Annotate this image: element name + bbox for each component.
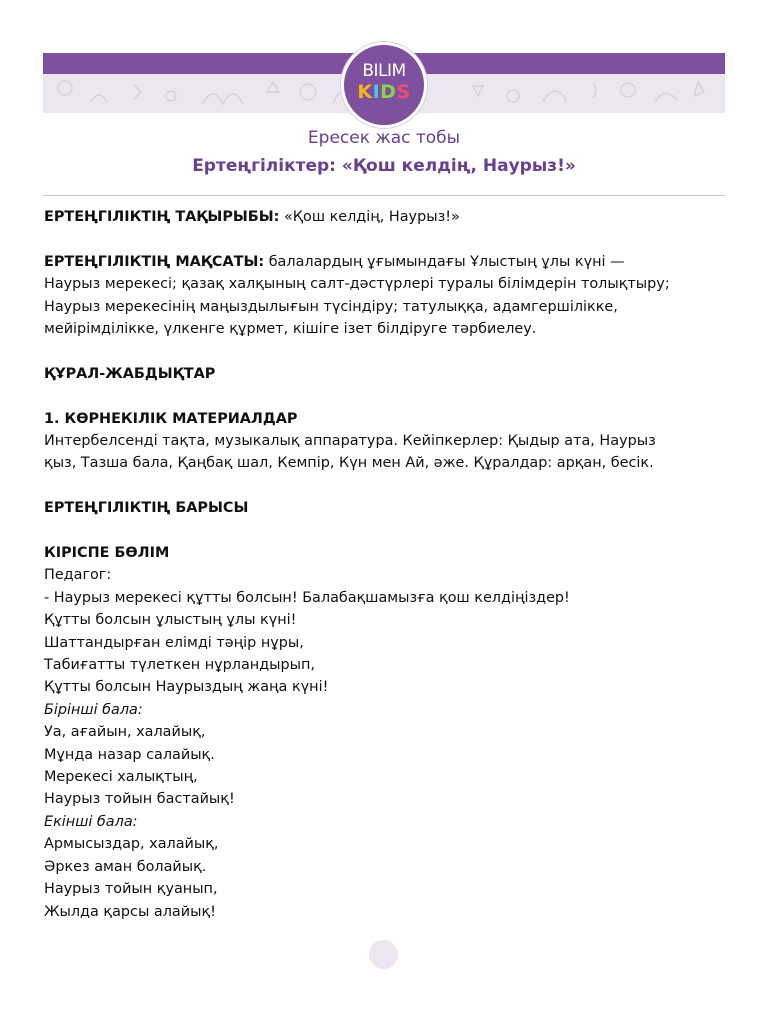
goal-line-1: балалардың ұғымындағы Ұлыстың ұлы күні — <box>268 253 625 270</box>
child1-line: Мерекесі халықтың, <box>44 769 198 786</box>
child2-line: Әркез аман болайық. <box>44 858 207 875</box>
visual-materials-line-2: қыз, Тазша бала, Қаңбақ шал, Кемпір, Күн мен Ай, әже. Құралдар: арқан, бесік. <box>44 455 654 472</box>
goal-label: ЕРТЕҢГІЛІКТІҢ МАҚСАТЫ: <box>44 253 265 270</box>
logo-bilim-text: BILIM <box>362 61 406 81</box>
visual-materials-heading: 1. КӨРНЕКІЛІК МАТЕРИАЛДАР <box>44 410 298 427</box>
topic-paragraph <box>44 206 734 228</box>
teacher-line: Құтты болсын Наурыздың жаңа күні! <box>44 679 329 696</box>
teacher-line: Шаттандырған елімді тәңір нұры, <box>44 634 304 651</box>
intro-heading: КІРІСПЕ БӨЛІМ <box>44 545 170 562</box>
document-body <box>44 206 734 923</box>
goal-line-3: Наурыз мерекесінің маңыздылығын түсіндіру; татулыққа, адамгершілікке, <box>44 298 618 315</box>
goal-paragraph <box>44 251 734 273</box>
teacher-label: Педагог: <box>44 567 112 584</box>
equipment-heading: ҚҰРАЛ-ЖАБДЫҚТАР <box>44 365 216 382</box>
logo-letter-i: I <box>372 81 381 103</box>
goal-line-4: мейірімділікке, үлкенге құрмет, кішіге ізет білдіруге тәрбиелеу. <box>44 321 537 338</box>
logo-letter-k: K <box>357 81 373 103</box>
child1-line: Уа, ағайын, халайық, <box>44 724 206 741</box>
child1-label: Бірінші бала: <box>44 701 143 718</box>
child2-line: Наурыз тойын қуанып, <box>44 881 218 898</box>
course-heading: ЕРТЕҢГІЛІКТІҢ БАРЫСЫ <box>44 500 249 517</box>
child2-line: Жылда қарсы алайық! <box>44 903 216 920</box>
teacher-line: Құтты болсын ұлыстың ұлы күні! <box>44 612 297 629</box>
topic-label: ЕРТЕҢГІЛІКТІҢ ТАҚЫРЫБЫ: <box>44 209 280 225</box>
title-divider <box>43 195 725 196</box>
child2-label: Екінші бала: <box>44 813 138 830</box>
teacher-line: Табиғатты түлеткен нұрландырып, <box>44 657 315 674</box>
logo-letter-d: D <box>380 81 397 103</box>
teacher-line: - Наурыз мерекесі құтты болсын! Балабақшамызға қош келдіңіздер! <box>44 589 570 606</box>
document-subtitle: Ересек жас тобы <box>307 128 461 148</box>
topic-text: «Қош келдің, Наурыз!» <box>284 209 460 225</box>
document-title: Ертеңгіліктер: «Қош келдің, Наурыз!» <box>192 156 576 176</box>
child2-line: Армысыздар, халайық, <box>44 836 219 853</box>
goal-line-2: Наурыз мерекесі; қазақ халқының салт-дәстүрлері туралы білімдерін толықтыру; <box>44 276 670 293</box>
logo-letter-s: S <box>396 81 411 103</box>
logo-kids-text <box>344 80 424 104</box>
visual-materials-line-1: Интербелсенді тақта, музыкалық аппаратура. Кейіпкерлер: Қыдыр ата, Наурыз <box>44 433 656 450</box>
child1-line: Наурыз тойын бастайық! <box>44 791 235 808</box>
bilim-kids-logo <box>341 42 427 128</box>
page-indicator-dot <box>369 940 398 969</box>
child1-line: Мұнда назар салайық. <box>44 746 215 763</box>
